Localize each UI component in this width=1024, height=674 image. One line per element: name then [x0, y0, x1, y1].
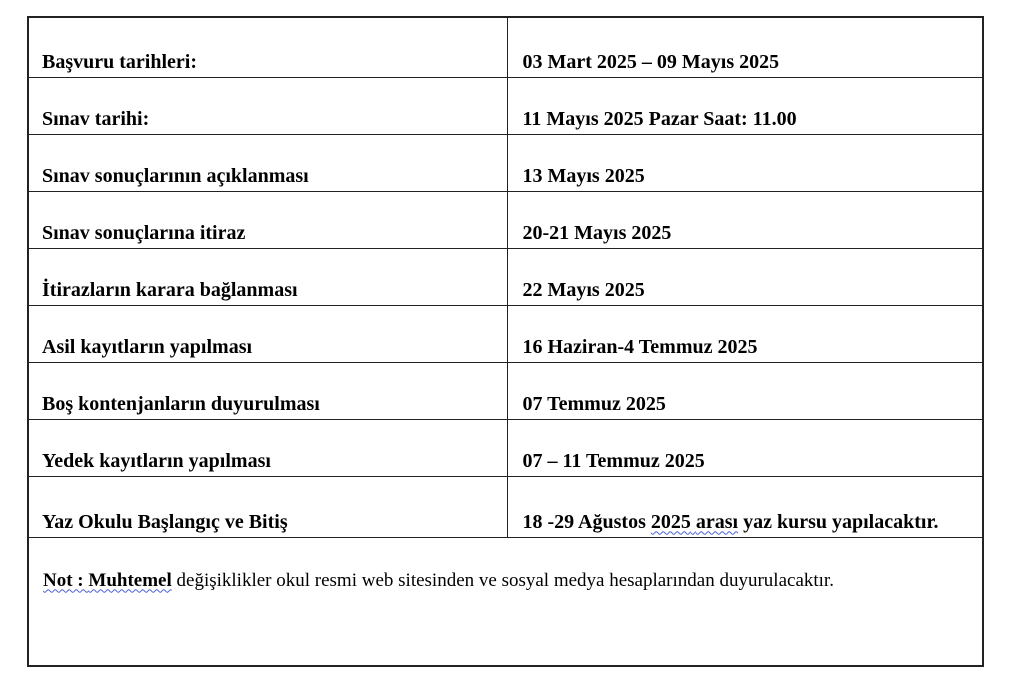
table-row	[29, 134, 982, 191]
row-value: 11 Mayıs 2025 Pazar Saat: 11.00	[507, 77, 982, 134]
document-page	[27, 16, 984, 667]
row-label: Sınav sonuçlarına itiraz	[29, 191, 507, 248]
value-text: yaz kursu yapılacaktır.	[738, 510, 939, 533]
row-label: Asil kayıtların yapılması	[29, 305, 507, 362]
row-value: 07 Temmuz 2025	[507, 362, 982, 419]
row-value: 07 – 11 Temmuz 2025	[507, 419, 982, 476]
row-value	[507, 476, 982, 537]
row-label: Sınav tarihi:	[29, 77, 507, 134]
row-value: 22 Mayıs 2025	[507, 248, 982, 305]
row-label: Boş kontenjanların duyurulması	[29, 362, 507, 419]
row-value: 13 Mayıs 2025	[507, 134, 982, 191]
note-emphasis: Muhtemel	[88, 569, 172, 591]
table-row	[29, 18, 982, 77]
row-label: Başvuru tarihleri:	[29, 18, 507, 77]
row-value: 03 Mart 2025 – 09 Mayıs 2025	[507, 18, 982, 77]
row-label: Sınav sonuçlarının açıklanması	[29, 134, 507, 191]
value-text: 18 -29 Ağustos	[522, 510, 651, 533]
value-arasi: arası	[695, 510, 739, 533]
table-row	[29, 362, 982, 419]
row-label: İtirazların karara bağlanması	[29, 248, 507, 305]
note-text: değişiklikler okul resmi web sitesinden ve sosyal medya hesaplarından duyurulacaktır.	[171, 569, 834, 591]
table-row	[29, 248, 982, 305]
value-year: 2025	[650, 510, 691, 533]
note-paragraph	[29, 538, 982, 596]
table-row	[29, 305, 982, 362]
note-prefix: Not :	[43, 569, 89, 591]
row-label: Yedek kayıtların yapılması	[29, 419, 507, 476]
row-label: Yaz Okulu Başlangıç ve Bitiş	[29, 476, 507, 537]
table-row	[29, 77, 982, 134]
table-row	[29, 191, 982, 248]
table-row	[29, 476, 982, 537]
schedule-table-body	[29, 18, 982, 537]
row-value: 20-21 Mayıs 2025	[507, 191, 982, 248]
schedule-table	[29, 18, 982, 538]
table-row	[29, 419, 982, 476]
spellcheck-underlined-text	[651, 511, 738, 533]
row-value: 16 Haziran-4 Temmuz 2025	[507, 305, 982, 362]
